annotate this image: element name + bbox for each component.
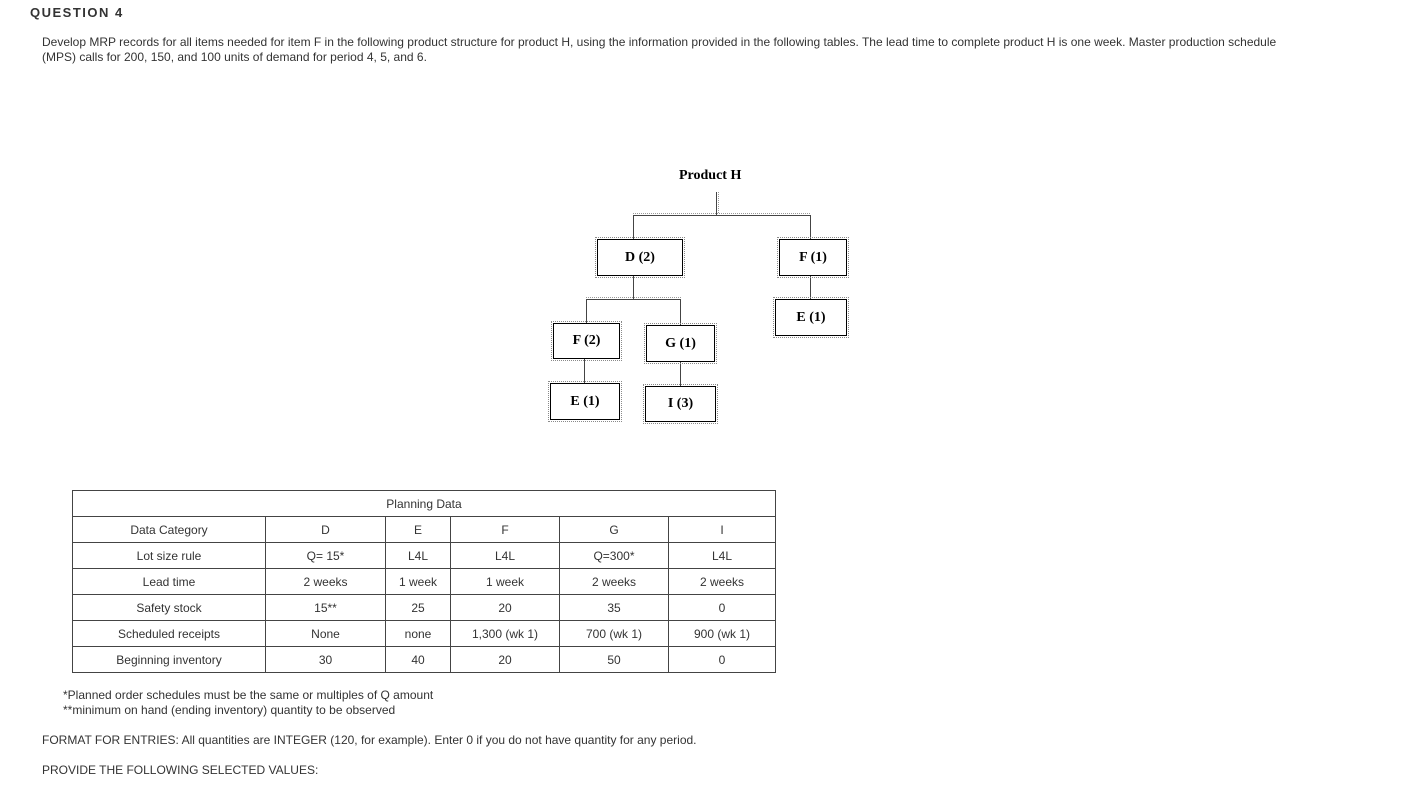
question-text: Develop MRP records for all items needed for item F in the following product structure for product H, using the information provided in the following tables. The lead time to complete product H is one week. Master production schedule (MPS) calls for 200, 150, and 100 units of demand for period 4, 5, and 6.: [42, 35, 1277, 64]
table-title-row: [73, 491, 776, 517]
node-e-right: E (1): [775, 299, 847, 336]
question-heading: QUESTION 4: [30, 5, 124, 20]
table-cell: 0: [669, 595, 776, 621]
table-cell: 2 weeks: [266, 569, 386, 595]
table-cell: 40: [386, 647, 451, 673]
table-cell: 15**: [266, 595, 386, 621]
header-cell: G: [560, 517, 669, 543]
table-cell: 700 (wk 1): [560, 621, 669, 647]
header-cell: Data Category: [73, 517, 266, 543]
provide-values-heading: PROVIDE THE FOLLOWING SELECTED VALUES:: [42, 763, 319, 777]
table-cell: 1,300 (wk 1): [451, 621, 560, 647]
table-cell: Q= 15*: [266, 543, 386, 569]
table-row: [73, 543, 776, 569]
format-instructions: FORMAT FOR ENTRIES: All quantities are INTEGER (120, for example). Enter 0 if you do not have quantity for any period.: [42, 733, 697, 747]
table-title: Planning Data: [73, 491, 776, 517]
footnote-q-amount: *Planned order schedules must be the same or multiples of Q amount: [63, 688, 434, 702]
table-cell: Lot size rule: [73, 543, 266, 569]
table-cell: L4L: [669, 543, 776, 569]
header-cell: F: [451, 517, 560, 543]
table-cell: 2 weeks: [669, 569, 776, 595]
table-cell: 35: [560, 595, 669, 621]
table-cell: 20: [451, 647, 560, 673]
table-cell: 20: [451, 595, 560, 621]
table-cell: 30: [266, 647, 386, 673]
footnote-minimum-on-hand: **minimum on hand (ending inventory) quantity to be observed: [63, 703, 396, 717]
node-f-top: F (1): [779, 239, 847, 276]
product-h-label: Product H: [679, 168, 742, 183]
table-cell: Beginning inventory: [73, 647, 266, 673]
table-row: [73, 621, 776, 647]
table-row: [73, 595, 776, 621]
planning-data-table: [72, 490, 776, 673]
table-cell: none: [386, 621, 451, 647]
node-f-left: F (2): [553, 323, 620, 359]
table-cell: L4L: [386, 543, 451, 569]
table-cell: 2 weeks: [560, 569, 669, 595]
table-cell: 1 week: [386, 569, 451, 595]
node-d: D (2): [597, 239, 683, 276]
table-header-row: [73, 517, 776, 543]
table-cell: 50: [560, 647, 669, 673]
table-cell: 25: [386, 595, 451, 621]
table-cell: Q=300*: [560, 543, 669, 569]
table-cell: 900 (wk 1): [669, 621, 776, 647]
header-cell: E: [386, 517, 451, 543]
node-e-left: E (1): [550, 383, 620, 420]
table-cell: Lead time: [73, 569, 266, 595]
node-g: G (1): [646, 325, 715, 362]
header-cell: I: [669, 517, 776, 543]
node-i: I (3): [645, 386, 716, 422]
header-cell: D: [266, 517, 386, 543]
table-cell: L4L: [451, 543, 560, 569]
table-row: [73, 647, 776, 673]
table-cell: 0: [669, 647, 776, 673]
table-cell: Scheduled receipts: [73, 621, 266, 647]
table-cell: 1 week: [451, 569, 560, 595]
table-row: [73, 569, 776, 595]
table-cell: None: [266, 621, 386, 647]
table-cell: Safety stock: [73, 595, 266, 621]
